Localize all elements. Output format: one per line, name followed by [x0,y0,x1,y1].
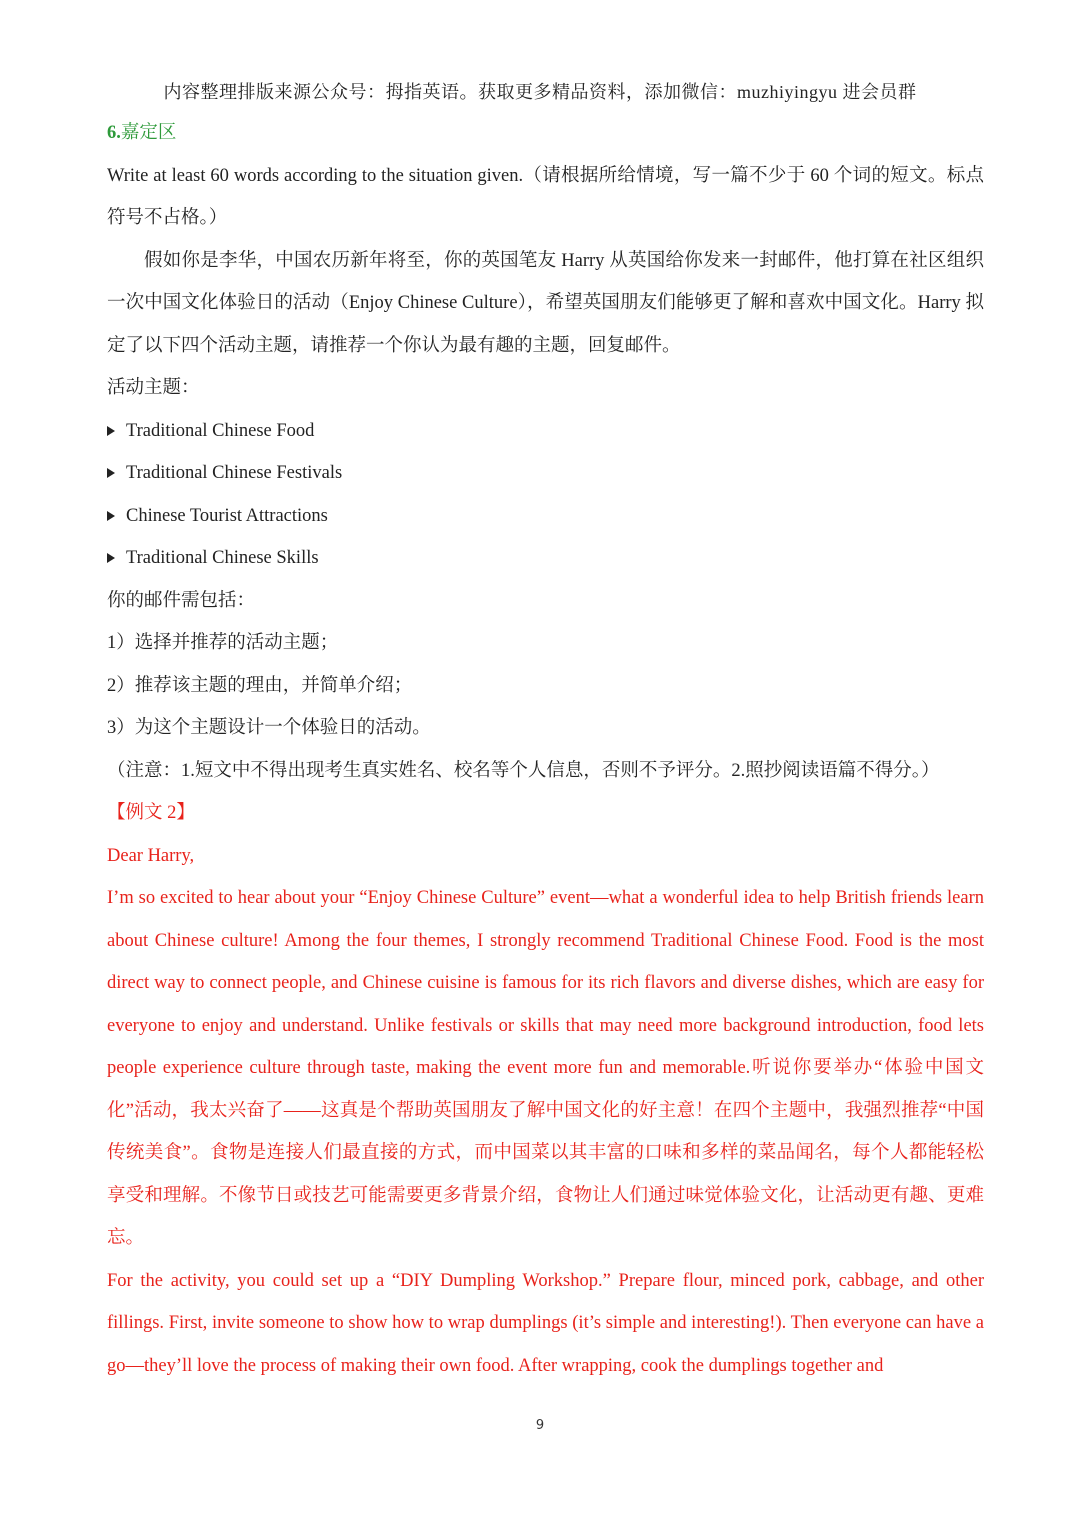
situation-text: 假如你是李华，中国农历新年将至，你的英国笔友 Harry 从英国给你发来一封邮件，他打算在社区组织一次中国文化体验日的活动（Enjoy Chinese Culture），希望英国朋友们能够更了解和喜欢中国文化。Harry 拟定了以下四个活动主题，请推荐一个你认为最有趣的主题，回复邮件。 [107,250,984,356]
note-text: （注意：1.短文中不得出现考生真实姓名、校名等个人信息，否则不予评分。2.照抄阅读语篇不得分。） [107,760,940,781]
sample-paragraph-2: For the activity, you could set up a “DIY Dumpling Workshop.” Prepare flour, minced pork, cabbage, and other fillings. First, invite someone to show how to wrap dumplings (it’s simple and interesting!). Then everyone can have a go—they’ll love the process of making their own food. After wrapping, cook the dumplings together and [107,1270,984,1376]
requirement-item: 1）选择并推荐的活动主题； [107,633,339,653]
triangle-bullet-icon [107,426,115,436]
section-title [107,112,984,155]
sample-greeting: Dear Harry, [107,845,195,866]
theme-item [107,452,984,495]
theme-item-label: Traditional Chinese Skills [126,548,319,568]
theme-item [107,410,984,453]
triangle-bullet-icon [107,511,115,521]
section-number: 6. [107,123,121,143]
sample-label: 【例文 2】 [107,803,195,823]
document-body [107,112,984,1387]
requirement-item: 2）推荐该主题的理由，并简单介绍； [107,675,413,696]
theme-item-label: Traditional Chinese Festivals [126,463,343,483]
section-name: 嘉定区 [120,123,177,143]
writing-instruction: Write at least 60 words according to the situation given.（请根据所给情境，写一篇不少于 60 个词的短文。标点符号不占格。） [107,165,984,228]
theme-item [107,495,984,538]
triangle-bullet-icon [107,553,115,563]
requirements-label: 你的邮件需包括： [107,590,256,611]
themes-label: 活动主题： [107,378,200,398]
triangle-bullet-icon [107,468,115,478]
page-number: 9 [535,1418,545,1433]
theme-item-label: Traditional Chinese Food [126,420,315,441]
theme-item [107,537,984,580]
theme-item-label: Chinese Tourist Attractions [126,505,328,526]
requirement-item: 3）为这个主题设计一个体验日的活动。 [107,718,431,738]
sample-paragraph-1: I’m so excited to hear about your “Enjoy Chinese Culture” event—what a wonderful idea to help British friends learn about Chinese culture! Among the four themes, I strongly recommend Traditional Chinese Food. Food is the most direct way to connect people, and Chinese cuisine is famous for its rich flavors and diverse dishes, which are easy for everyone to enjoy and understand. Unlike festivals or skills that may need more background introduction, food lets people experience culture through taste, making the event more fun and memorable.听说你要举办“体验中国文化”活动，我太兴奋了——这真是个帮助英国朋友了解中国文化的好主意！在四个主题中，我强烈推荐“中国传统美食”。食物是连接人们最直接的方式，而中国菜以其丰富的口味和多样的菜品闻名，每个人都能轻松享受和理解。不像节日或技艺可能需要更多背景介绍，食物让人们通过味觉体验文化，让活动更有趣、更难忘。 [107,888,984,1248]
page-header: 内容整理排版来源公众号：拇指英语。获取更多精品资料，添加微信：muzhiyingyu 进会员群 [163,82,917,102]
